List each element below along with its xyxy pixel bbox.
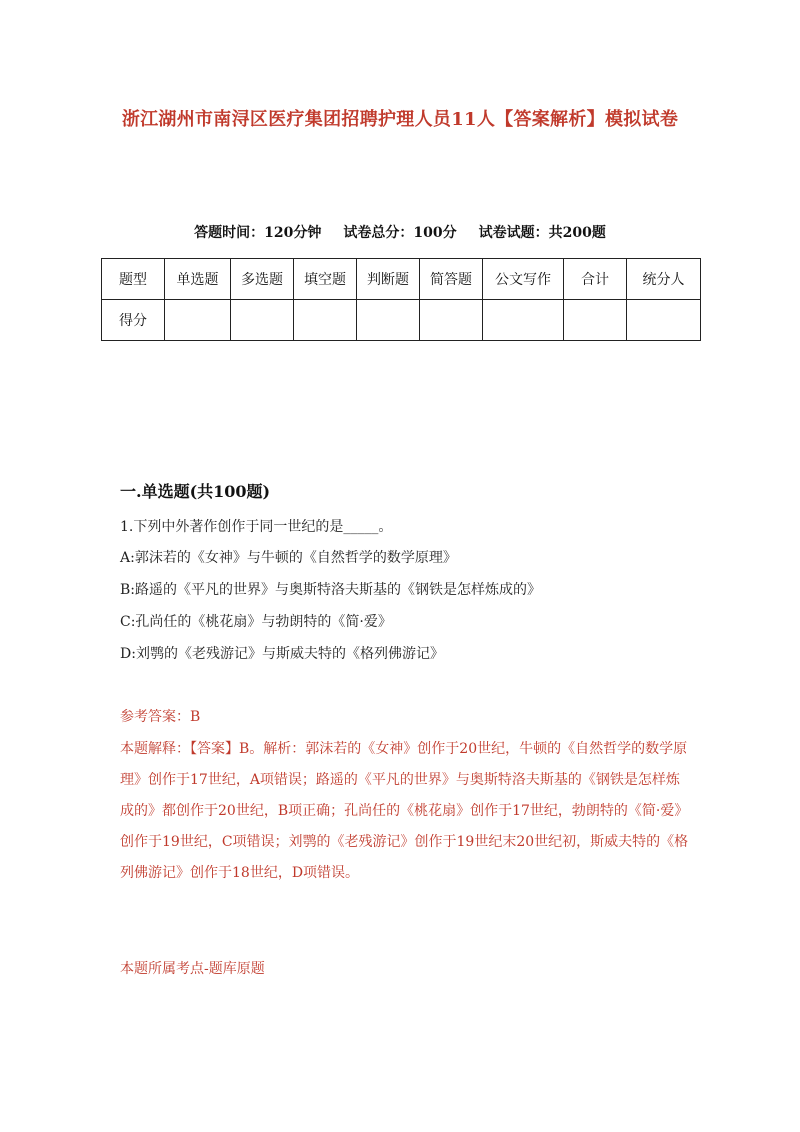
score-cell <box>231 300 294 341</box>
score-cell <box>294 300 357 341</box>
score-cell <box>165 300 231 341</box>
score-table-header: 题型 <box>102 259 165 300</box>
score-cell <box>483 300 564 341</box>
score-row-label: 得分 <box>102 300 165 341</box>
score-table-score-row <box>102 300 701 341</box>
option-a: A:郭沫若的《女神》与牛顿的《自然哲学的数学原理》 <box>120 550 457 566</box>
score-table-header-row <box>102 259 701 300</box>
exam-meta <box>100 222 700 244</box>
score-cell <box>420 300 483 341</box>
option-b: B:路遥的《平凡的世界》与奥斯特洛夫斯基的《钢铁是怎样炼成的》 <box>120 582 542 598</box>
page-title: 浙江湖州市南浔区医疗集团招聘护理人员11人【答案解析】模拟试卷 <box>121 109 679 130</box>
score-table-header: 公文写作 <box>483 259 564 300</box>
exam-question-count: 试卷试题：共200题 <box>478 225 606 241</box>
question-category: 本题所属考点-题库原题 <box>120 961 265 977</box>
score-table-header: 判断题 <box>357 259 420 300</box>
exam-total-score: 试卷总分：100分 <box>343 225 457 241</box>
score-cell <box>564 300 627 341</box>
score-table-header: 合计 <box>564 259 627 300</box>
option-c: C:孔尚任的《桃花扇》与勃朗特的《简·爱》 <box>120 614 392 630</box>
exam-time: 答题时间：120分钟 <box>194 225 322 241</box>
section-title: 一.单选题(共100题) <box>120 482 271 501</box>
score-table-header: 单选题 <box>165 259 231 300</box>
option-d: D:刘鹗的《老残游记》与斯威夫特的《格列佛游记》 <box>120 646 444 662</box>
score-table <box>101 258 701 341</box>
score-cell <box>357 300 420 341</box>
question-stem: 1.下列中外著作创作于同一世纪的是_____。 <box>120 519 393 535</box>
answer-explanation: 本题解释：【答案】B。解析：郭沫若的《女神》创作于20世纪，牛顿的《自然哲学的数学原理》创作于17世纪，A项错误；路遥的《平凡的世界》与奥斯特洛夫斯基的《钢铁是怎样炼成的》都创作于20世纪，B项正确；孔尚任的《桃花扇》创作于17世纪，勃朗特的《简·爱》创作于19世纪，C项错误；刘鹗的《老残游记》创作于19世纪末20世纪初，斯威夫特的《格列佛游记》创作于18世纪，D项错误。 <box>120 741 689 881</box>
score-table-header: 填空题 <box>294 259 357 300</box>
reference-answer: 参考答案：B <box>120 709 201 725</box>
score-cell <box>627 300 701 341</box>
score-table-header: 简答题 <box>420 259 483 300</box>
score-table-header: 多选题 <box>231 259 294 300</box>
score-table-header: 统分人 <box>627 259 701 300</box>
